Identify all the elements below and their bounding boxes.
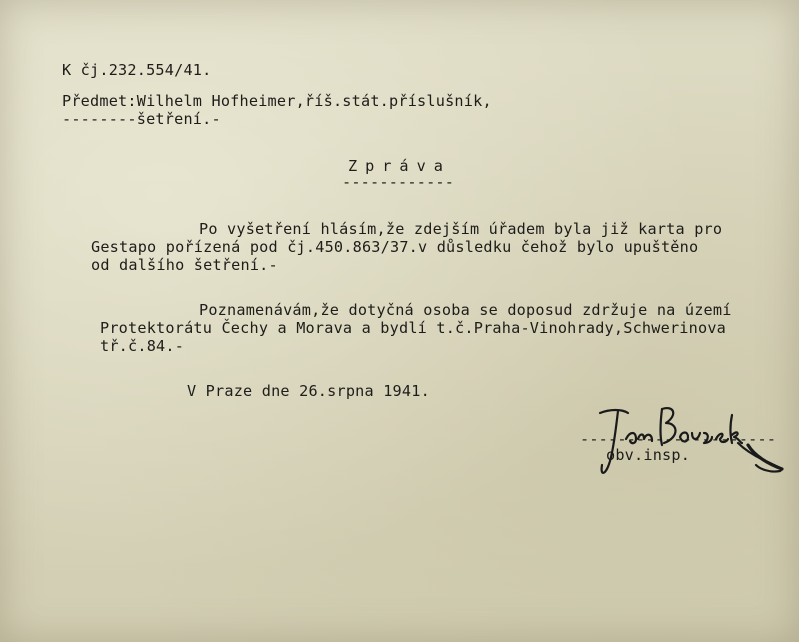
paragraph-1-line-2: Gestapo pořízená pod čj.450.863/37.v důsledku čehož bylo upuštěno bbox=[91, 238, 699, 256]
paragraph-1-line-1: Po vyšetření hlásím,že zdejším úřadem byla již karta pro bbox=[199, 220, 723, 238]
paragraph-2-line-1: Poznamenávám,že dotyčná osoba se doposud zdržuje na území bbox=[199, 301, 732, 319]
subject-line-1: Předmet:Wilhelm Hofheimer,říš.stát.příslušník, bbox=[62, 92, 492, 110]
paragraph-2-line-2: Protektorátu Čechy a Morava a bydlí t.č.Praha-Vinohrady,Schwerinova bbox=[100, 319, 727, 337]
title-underline: ------------ bbox=[342, 173, 455, 191]
signature-line: --------------------- bbox=[580, 430, 777, 448]
place-and-date: V Praze dne 26.srpna 1941. bbox=[187, 382, 430, 400]
handwritten-signature bbox=[570, 395, 790, 485]
reference-number: K čj.232.554/41. bbox=[62, 61, 212, 79]
subject-line-2: --------šetření.- bbox=[62, 110, 221, 128]
paragraph-1-line-3: od dalšího šetření.- bbox=[91, 256, 278, 274]
document-title: Zpráva bbox=[348, 157, 451, 175]
signer-title: obv.insp. bbox=[606, 446, 691, 464]
paragraph-2-line-3: tř.č.84.- bbox=[100, 337, 185, 355]
